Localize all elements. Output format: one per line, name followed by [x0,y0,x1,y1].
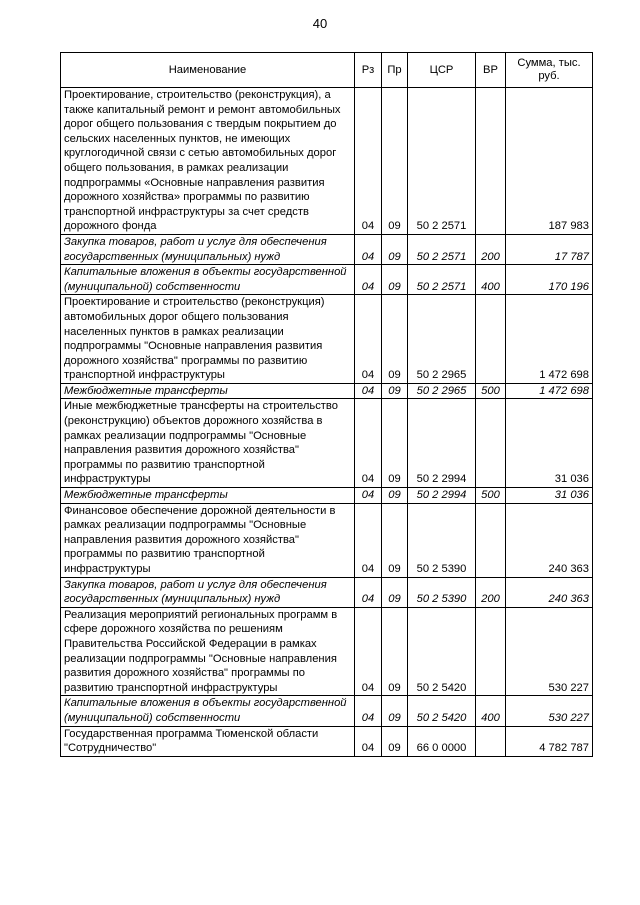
cell-name: Закупка товаров, работ и услуг для обеспечения государственных (муниципальных) нужд [61,577,355,607]
cell-sum: 1 472 698 [506,383,593,399]
cell-pr: 09 [382,488,408,504]
cell-pr: 09 [382,577,408,607]
cell-rz: 04 [355,88,382,235]
cell-sum: 1 472 698 [506,295,593,384]
cell-rz: 04 [355,383,382,399]
table-row [61,503,593,577]
cell-vr [476,503,506,577]
cell-name: Реализация мероприятий региональных программ в сфере дорожного хозяйства по решениям Правительства Российской Федерации в рамках реализации подпрограммы "Основные направления развития дорожного хозяйства" программы по развитию транспортной инфраструктуры [61,607,355,696]
cell-name: Капитальные вложения в объекты государственной (муниципальной) собственности [61,696,355,726]
cell-csr: 50 2 5390 [408,577,476,607]
cell-name: Государственная программа Тюменской области "Сотрудничество" [61,726,355,756]
header-row [61,53,593,88]
cell-csr: 50 2 2571 [408,265,476,295]
table-body [61,88,593,757]
cell-csr: 50 2 5420 [408,607,476,696]
table-row [61,726,593,756]
cell-csr: 50 2 2965 [408,295,476,384]
cell-vr [476,295,506,384]
cell-pr: 09 [382,696,408,726]
cell-sum: 17 787 [506,234,593,264]
cell-pr: 09 [382,607,408,696]
cell-csr: 50 2 2571 [408,234,476,264]
cell-pr: 09 [382,265,408,295]
cell-vr: 400 [476,696,506,726]
cell-rz: 04 [355,234,382,264]
table-row [61,265,593,295]
cell-csr: 50 2 5390 [408,503,476,577]
cell-sum: 530 227 [506,696,593,726]
cell-vr: 200 [476,234,506,264]
page-number: 40 [312,16,328,31]
cell-rz: 04 [355,577,382,607]
cell-csr: 50 2 2994 [408,399,476,488]
cell-vr [476,607,506,696]
table-row [61,607,593,696]
cell-csr: 66 0 0000 [408,726,476,756]
cell-rz: 04 [355,265,382,295]
cell-sum: 240 363 [506,577,593,607]
cell-sum: 530 227 [506,607,593,696]
cell-sum: 170 196 [506,265,593,295]
cell-name: Капитальные вложения в объекты государственной (муниципальной) собственности [61,265,355,295]
cell-vr [476,399,506,488]
cell-vr: 500 [476,383,506,399]
cell-vr: 400 [476,265,506,295]
table-row [61,234,593,264]
cell-name: Межбюджетные трансферты [61,383,355,399]
cell-name: Межбюджетные трансферты [61,488,355,504]
cell-name: Закупка товаров, работ и услуг для обеспечения государственных (муниципальных) нужд [61,234,355,264]
cell-rz: 04 [355,488,382,504]
cell-sum: 187 983 [506,88,593,235]
table-row [61,577,593,607]
budget-table [60,52,593,757]
header-csr: ЦСР [408,53,476,88]
cell-rz: 04 [355,726,382,756]
cell-pr: 09 [382,295,408,384]
cell-rz: 04 [355,295,382,384]
cell-name: Проектирование, строительство (реконструкция), а также капитальный ремонт и ремонт автомобильных дорог общего пользования с твердым покрытием до сельских населенных пунктов, не имеющих круглогодичной связи с сетью автомобильных дорог общего пользования, в рамках реализации подпрограммы «Основные направления развития дорожного хозяйства» программы по развитию транспортной инфраструктуры за счет средств дорожного фонда [61,88,355,235]
header-name: Наименование [61,53,355,88]
cell-vr: 500 [476,488,506,504]
cell-csr: 50 2 5420 [408,696,476,726]
cell-csr: 50 2 2571 [408,88,476,235]
header-rz: Рз [355,53,382,88]
cell-rz: 04 [355,607,382,696]
cell-sum: 31 036 [506,488,593,504]
cell-pr: 09 [382,399,408,488]
cell-pr: 09 [382,383,408,399]
cell-name: Проектирование и строительство (реконструкция) автомобильных дорог общего пользования населенных пунктов в рамках реализации подпрограммы "Основные направления развития дорожного хозяйства" программы по развитию транспортной инфраструктуры [61,295,355,384]
cell-csr: 50 2 2994 [408,488,476,504]
header-vr: ВР [476,53,506,88]
table-header [61,53,593,88]
cell-sum: 31 036 [506,399,593,488]
table-row [61,696,593,726]
cell-pr: 09 [382,726,408,756]
table-row [61,383,593,399]
cell-rz: 04 [355,503,382,577]
cell-vr [476,88,506,235]
table-row [61,88,593,235]
cell-vr [476,726,506,756]
cell-sum: 240 363 [506,503,593,577]
cell-name: Финансовое обеспечение дорожной деятельности в рамках реализации подпрограммы "Основные направления развития дорожного хозяйства" программы по развитию транспортной инфраструктуры [61,503,355,577]
cell-pr: 09 [382,88,408,235]
cell-csr: 50 2 2965 [408,383,476,399]
cell-rz: 04 [355,696,382,726]
header-sum: Сумма, тыс. руб. [506,53,593,88]
cell-pr: 09 [382,503,408,577]
cell-pr: 09 [382,234,408,264]
table-row [61,399,593,488]
table-row [61,295,593,384]
header-pr: Пр [382,53,408,88]
cell-rz: 04 [355,399,382,488]
table-row [61,488,593,504]
cell-name: Иные межбюджетные трансферты на строительство (реконструкцию) объектов дорожного хозяйства в рамках реализации подпрограммы "Основные направления развития дорожного хозяйства" программы по развитию транспортной инфраструктуры [61,399,355,488]
cell-sum: 4 782 787 [506,726,593,756]
cell-vr: 200 [476,577,506,607]
